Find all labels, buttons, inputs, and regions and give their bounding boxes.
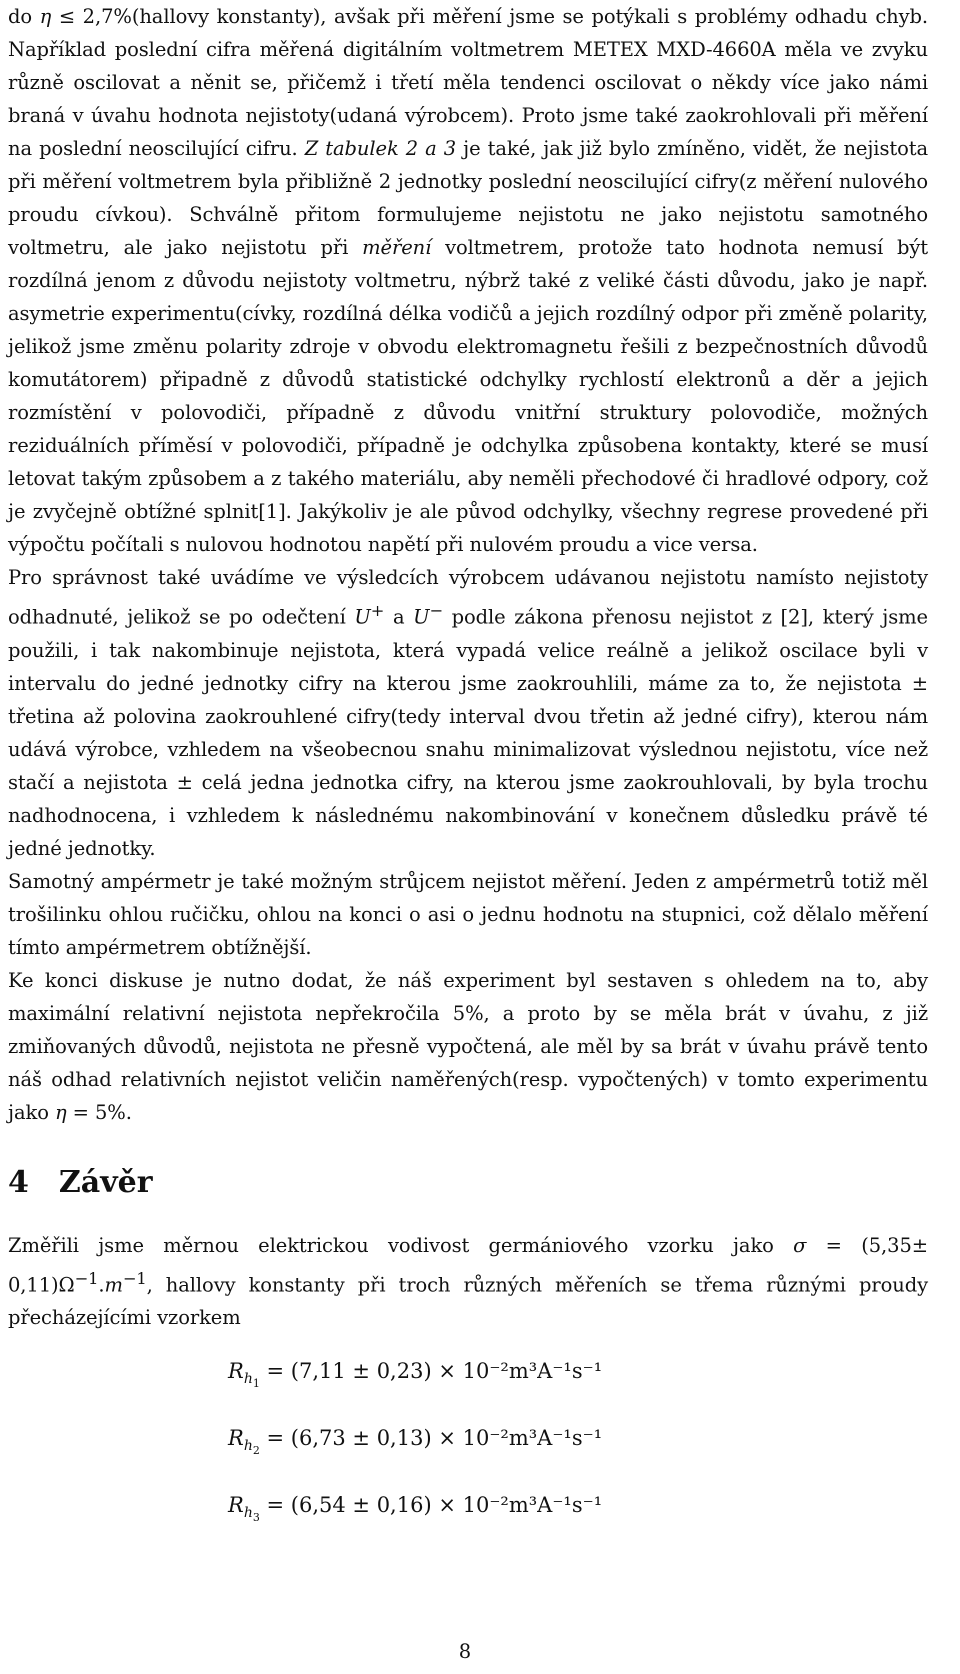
superscript: −1 [122, 1268, 147, 1288]
math-text: η [39, 5, 52, 28]
equation-value: (6,54 ± 0,16) [290, 1492, 432, 1517]
equation-subscript [243, 1505, 260, 1524]
text-run: Samotný ampérmetr je také možným strůjcem nejistot měření. Jeden z ampérmetrů totiž měl trošilinku ohlou ručičku, ohlou na konci o asi o jednu hodnotu na stupnici, což dělalo měření tímto ampérmetrem obtížnější. [8, 869, 928, 959]
equation-subscript-index: 1 [252, 1376, 260, 1390]
section-number: 4 [8, 1164, 29, 1200]
equation-hall-constant-2 [228, 1423, 928, 1466]
math-text: η [54, 1100, 67, 1124]
text-run: = (5,35± 0,11)Ω [8, 1233, 929, 1296]
equation-hall-constant-3 [228, 1490, 928, 1533]
equation-value: (6,73 ± 0,13) [290, 1425, 432, 1450]
text-run: Pro správnost také uvádíme ve výsledcích výrobcem udávanou nejistotu namísto nejistoty odhadnuté, jelikož se po odečtení [8, 566, 928, 629]
text-run: do [8, 5, 40, 28]
equation-symbol: R [228, 1492, 244, 1517]
document-page [8, 0, 928, 1557]
math-text: σ [793, 1233, 807, 1257]
text-run: a [384, 605, 414, 629]
text-run: , hallovy konstanty při troch různých měřeních se třema různými proudy přecházejícími vzorkem [8, 1273, 928, 1329]
equation-hall-constant-1 [228, 1356, 928, 1399]
paragraph-uncertainty-discussion [8, 0, 928, 561]
hall-constant-equations [228, 1356, 928, 1533]
math-text: měření [362, 236, 432, 259]
equals-sign: = [259, 1425, 291, 1450]
equation-subscript-letter: h [243, 1505, 253, 1522]
section-title: Závěr [58, 1164, 153, 1200]
equation-unit: 10⁻²m³A⁻¹s⁻¹ [462, 1425, 603, 1450]
equation-subscript-index: 2 [252, 1443, 260, 1457]
paragraph-conclusion [8, 1229, 928, 1335]
paragraph-manufacturer-uncertainty [8, 561, 928, 865]
math-text: U [413, 605, 430, 629]
paragraph-ammeter [8, 865, 928, 964]
paragraph-relative-uncertainty [8, 964, 928, 1129]
section-heading [8, 1163, 928, 1203]
text-run: ≤ 2,7%(hallovy konstanty), avšak při měření jsme se potýkali s problémy odhadu chyb. Například poslední cifra měřená digitálním voltmetrem METEX MXD-4660A měla ve zvyku různě oscilovat a něnit se, přičemž i třetí měla tendenci oscilovat o někdy více jako námi braná v úvahu hodnota nejistoty(udaná výrobcem). Proto jsme také zaokrohlovali při měření na poslední neoscilující cifru. [8, 5, 929, 160]
equation-subscript [243, 1438, 260, 1457]
text-run: voltmetrem, protože tato hodnota nemusí být rozdílná jenom z důvodu nejistoty voltmetru, nýbrž také z veliké části důvodu, jako je např. asymetrie experimentu(cívky, rozdílná délka vodičů a jejich rozdílný odpor při změně polarity, jelikož jsme změnu polarity zdroje v obvodu elektromagnetu řešili z bezpečnostních důvodů komutátorem) připadně z důvodů statistické odchylky rychlostí elektronů a děr a jejich rozmístění v polovodiči, případně z důvodu vnitřní struktury polovodiče, možných reziduálních příměsí v polovodiči, případně je odchylka způsobena kontakty, které se musí letovat takým způsobem a z takého materiálu, aby neměli přechodové či hradlové odpory, což je zvyčejně obtížné splnit[1]. Jakýkoliv je ale původ odchylky, všechny regrese provedené při výpočtu počítali s nulovou hodnotou napětí při nulovém proudu a vice versa. [8, 236, 928, 556]
text-run: . [98, 1273, 105, 1296]
equation-value: (7,11 ± 0,23) [290, 1359, 432, 1383]
equation-unit: 10⁻²m³A⁻¹s⁻¹ [462, 1492, 603, 1517]
equation-subscript-letter: h [243, 1371, 253, 1388]
superscript: − [429, 601, 443, 620]
equation-subscript-letter: h [243, 1438, 253, 1455]
text-run: Ke konci diskuse je nutno dodat, že náš experiment byl sestaven s ohledem na to, aby maximální relativní nejistota nepřekročila 5%, a proto by se měla brát v úvahu, z již zmiňovaných důvodů, nejistota ne přesně vypočtená, ale měl by sa brát v úvahu právě tento náš odhad relativních nejistot veličin naměřených(resp. vypočtených) v tomto experimentu jako [8, 968, 928, 1124]
equals-sign: = [259, 1359, 291, 1383]
times-sign: × [431, 1359, 463, 1383]
equation-symbol: R [228, 1359, 244, 1383]
times-sign: × [431, 1492, 463, 1517]
equation-subscript [243, 1371, 260, 1390]
math-text: U [354, 605, 371, 629]
page-number: 8 [458, 1640, 472, 1663]
equation-symbol: R [228, 1425, 244, 1450]
superscript: + [370, 601, 385, 620]
text-run: = 5%. [66, 1100, 132, 1124]
times-sign: × [431, 1425, 463, 1450]
text-run: Změřili jsme měrnou elektrickou vodivost germániového vzorku jako [8, 1233, 794, 1257]
superscript: −1 [74, 1268, 99, 1288]
equation-subscript-index: 3 [252, 1510, 260, 1524]
math-text: m [104, 1273, 123, 1296]
text-run: je také, jak již bylo zmíněno, vidět, že nejistota při měření voltmetrem byla přibližně 2 jednotky poslední neoscilující cifry(z měření nulového proudu cívkou). Schválně přitom formulujeme nejistotu ne jako nejistotu samotného voltmetru, ale jako nejistotu při [8, 137, 928, 259]
equation-unit: 10⁻²m³A⁻¹s⁻¹ [462, 1359, 603, 1383]
equals-sign: = [259, 1492, 291, 1517]
text-run: podle zákona přenosu nejistot z [2], který jsme použili, i tak nakombinuje nejistota, která vypadá velice reálně a jelikož oscilace byli v intervalu do jedné jednotky cifry na kterou jsme zaokrouhlili, máme za to, že nejistota ± třetina až polovina zaokrouhlené cifry(tedy interval dvou třetin až jedné cifry), kterou nám udává výrobce, vzhledem na všeobecnou snahu minimalizovat výslednou nejistotu, více než stačí a nejistota ± celá jedna jednotka cifry, na kterou jsme zaokrouhlovali, by byla trochu nadhodnocena, i vzhledem k následnému nakombinování v konečnem důsledku právě té jedné jednotky. [8, 605, 928, 860]
math-text: Z tabulek 2 a 3 [304, 137, 457, 160]
